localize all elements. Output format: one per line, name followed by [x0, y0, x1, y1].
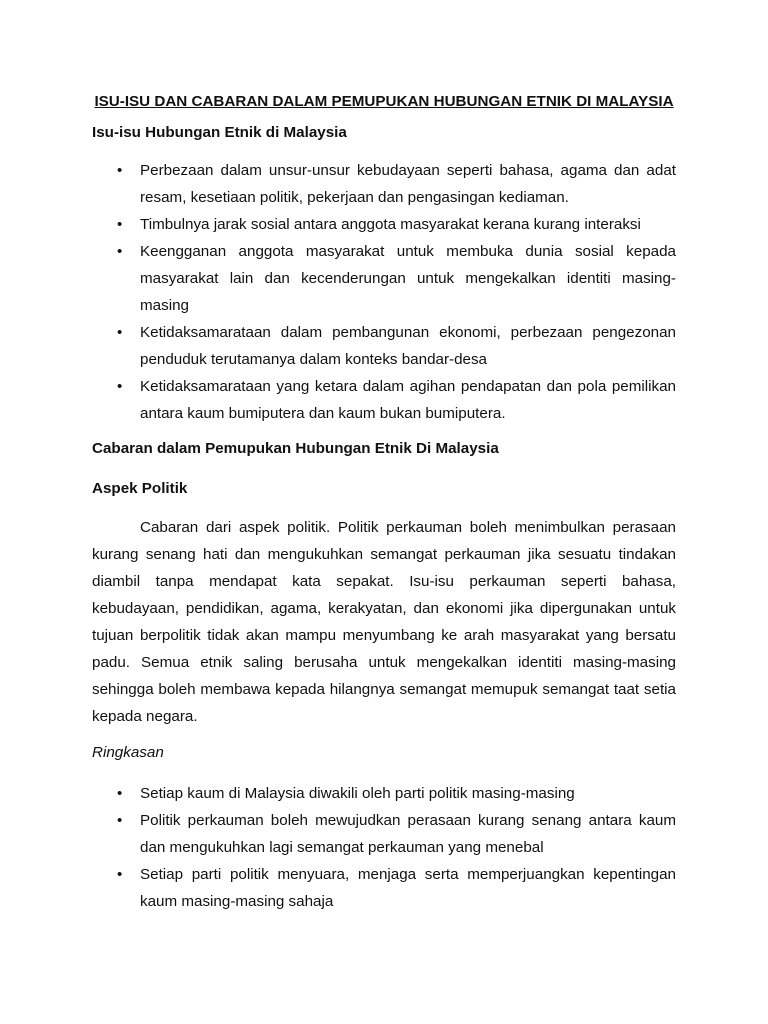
list-item: • Setiap kaum di Malaysia diwakili oleh parti politik masing-masing — [92, 780, 676, 807]
list-item: • Keengganan anggota masyarakat untuk membuka dunia sosial kepada masyarakat lain dan kecenderungan untuk mengekalkan identiti masing-masing — [92, 238, 676, 319]
list-item: • Timbulnya jarak sosial antara anggota masyarakat kerana kurang interaksi — [92, 211, 676, 238]
bullet-icon: • — [117, 785, 123, 802]
political-paragraph: Cabaran dari aspek politik. Politik perkauman boleh menimbulkan perasaan kurang senang hati dan mengukuhkan semangat perkauman jika sesuatu tindakan diambil tanpa mendapat kata sepakat. Isu-isu perkauman seperti bahasa, kebudayaan, pendidikan, agama, kerakyatan, dan ekonomi jika dipergunakan untuk tujuan berpolitik tidak akan mampu menyumbang ke arah masyarakat yang bersatu padu. Semua etnik saling berusaha untuk mengekalkan identiti masing-masing sehingga boleh membawa kepada hilangnya semangat memupuk semangat taat setia kepada negara. — [92, 519, 676, 725]
bullet-icon: • — [117, 866, 123, 883]
list-item: • Perbezaan dalam unsur-unsur kebudayaan seperti bahasa, agama dan adat resam, kesetiaan politik, pekerjaan dan pengasingan kediaman. — [92, 157, 676, 211]
section-heading-challenges: Cabaran dalam Pemupukan Hubungan Etnik Di Malaysia — [92, 440, 499, 457]
section-heading-issues: Isu-isu Hubungan Etnik di Malaysia — [92, 124, 347, 141]
bullet-icon: • — [117, 324, 123, 341]
summary-list — [92, 780, 676, 915]
list-item: • Ketidaksamarataan dalam pembangunan ekonomi, perbezaan pengezonan penduduk terutamanya dalam konteks bandar-desa — [92, 319, 676, 373]
list-item: • Ketidaksamarataan yang ketara dalam agihan pendapatan dan pola pemilikan antara kaum bumiputera dan kaum bukan bumiputera. — [92, 373, 676, 427]
bullet-icon: • — [117, 162, 123, 179]
bullet-icon: • — [117, 243, 123, 260]
summary-label: Ringkasan — [92, 744, 164, 761]
subheading-political-aspect: Aspek Politik — [92, 480, 188, 497]
document-title: ISU-ISU DAN CABARAN DALAM PEMUPUKAN HUBUNGAN ETNIK DI MALAYSIA — [94, 93, 674, 110]
issues-list — [92, 157, 676, 427]
bullet-icon: • — [117, 378, 123, 395]
bullet-icon: • — [117, 216, 123, 233]
list-item: • Setiap parti politik menyuara, menjaga serta memperjuangkan kepentingan kaum masing-masing sahaja — [92, 861, 676, 915]
document-page — [92, 86, 676, 915]
list-item: • Politik perkauman boleh mewujudkan perasaan kurang senang antara kaum dan mengukuhkan lagi semangat perkauman yang menebal — [92, 807, 676, 861]
bullet-icon: • — [117, 812, 123, 829]
